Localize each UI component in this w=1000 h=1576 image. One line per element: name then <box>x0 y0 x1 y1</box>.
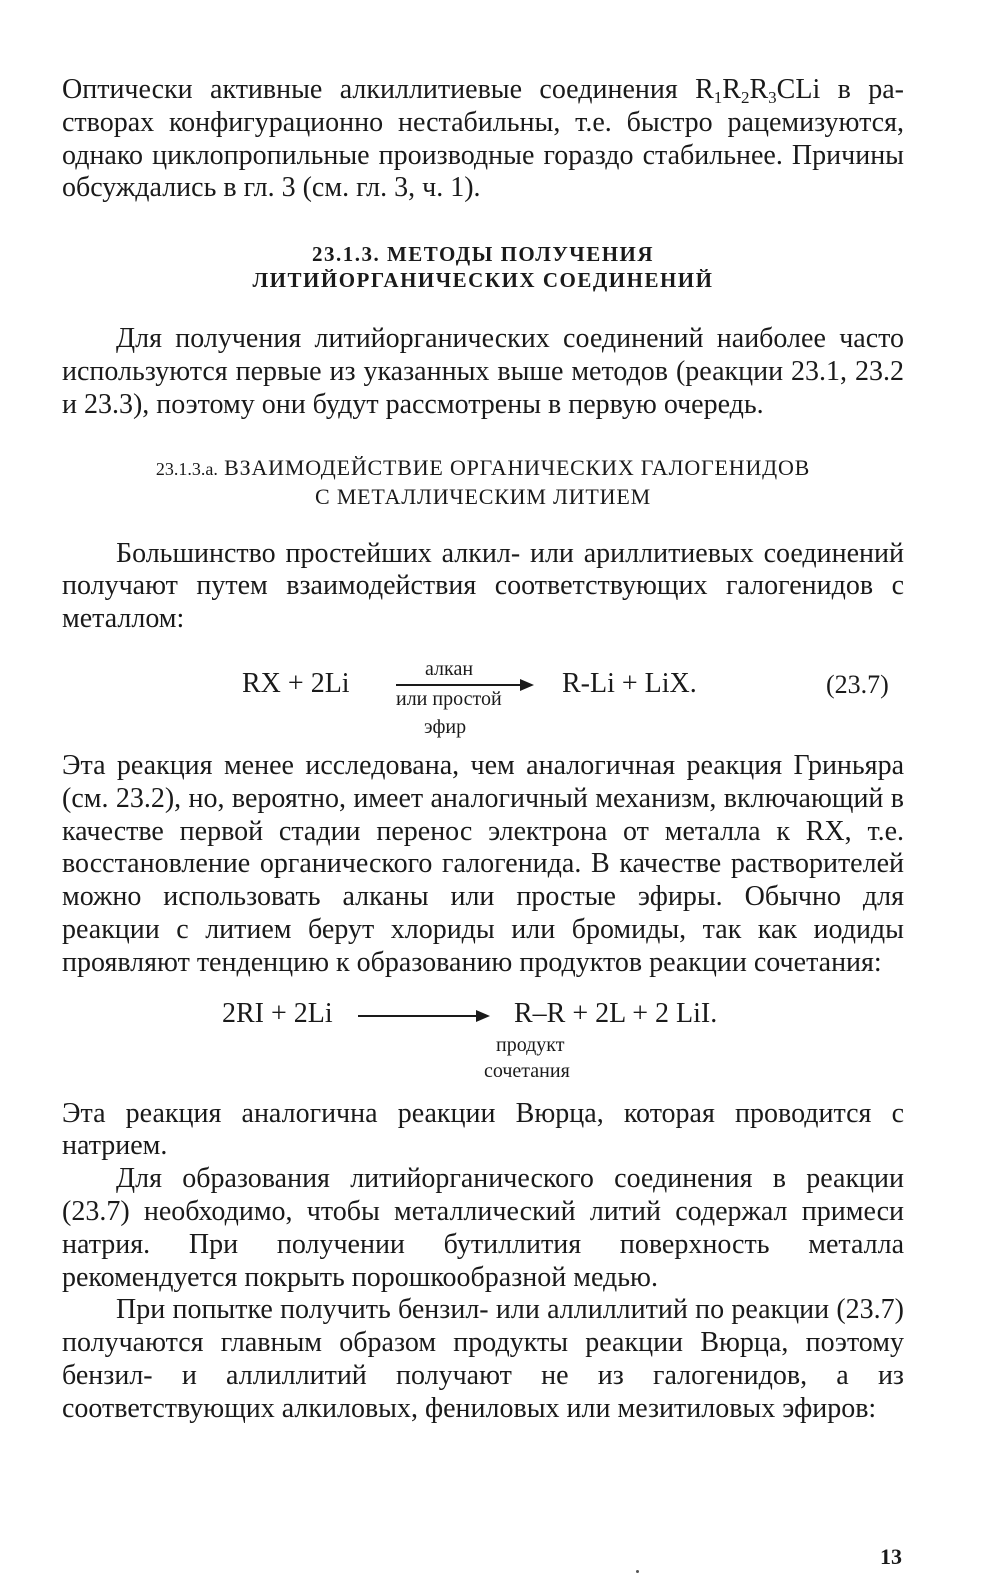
eq2-note-1: продукт <box>496 1033 565 1056</box>
paragraph-3: Большинство простейших алкил- или ариллитиевых соединений получают путем взаимодействия соответствующих галогенидов с металлом: <box>62 537 904 635</box>
eq1-reactants: RX + 2Li <box>242 667 350 699</box>
subsection-heading-line-1: 23.1.3.а. ВЗАИМОДЕЙСТВИЕ ОРГАНИЧЕСКИХ ГАЛОГЕНИДОВ <box>155 454 811 480</box>
eq1-arrow-icon <box>396 684 530 686</box>
paragraph-4: Эта реакция менее исследована, чем аналогичная реакция Гриньяра (см. 23.2), но, вероятно, имеет аналогичный механизм, включающий в качестве первой стадии перенос электрона от металла к RX, т.е. восстановление органического галогенида. В качестве растворителей можно использовать алканы или простые эфиры. Обычно для реакции с литием берут хлориды или бромиды, так как иодиды проявляют тенденцию к образованию продуктов реакции сочетания: <box>62 749 904 978</box>
subsection-heading <box>62 454 904 510</box>
section-heading <box>62 241 904 293</box>
eq2-note-2: сочетания <box>484 1059 570 1082</box>
eq1-products: R-Li + LiX. <box>562 667 697 699</box>
eq2-products: R–R + 2L + 2 LiI. <box>514 997 718 1029</box>
paragraph-2: Для получения литийорганических соединений наиболее часто используются первые из указанных выше методов (реакции 23.1, 23.2 и 23.3), поэтому они будут рассмотрены в первую очередь. <box>62 323 904 420</box>
equation-23-7 <box>62 657 904 750</box>
page-body <box>62 74 904 1426</box>
section-heading-line-2: ЛИТИЙОРГАНИЧЕСКИХ СОЕДИНЕНИЙ <box>252 268 714 293</box>
eq1-below-arrow-2: эфир <box>424 715 467 738</box>
page-number: 13 <box>880 1544 902 1569</box>
paragraph-1: Оптически активные алкиллитиевые соединения $R_1R_2R_3CLi$ в растворах конфигурационно нестабильны, т.е. быстро рацемизуются, однако циклопропильные производные гораздо стабильнее. Причины обсуждались в гл. 3 (см. гл. 3, ч. 1). <box>62 74 904 204</box>
paragraph-6: Для образования литийорганического соединения в реакции (23.7) необходимо, чтобы металлический литий содержал примеси натрия. При получении бутиллития поверхность металла рекомендуется покрыть порошкообразной медью. <box>62 1163 904 1293</box>
page-speck <box>636 1570 639 1573</box>
equation-coupling <box>62 998 904 1090</box>
eq1-below-arrow-1: или простой <box>396 687 502 710</box>
section-heading-line-1: 23.1.3. МЕТОДЫ ПОЛУЧЕНИЯ <box>311 242 655 267</box>
eq1-label: (23.7) <box>826 669 889 699</box>
subsection-number: 23.1.3.а. <box>155 458 218 479</box>
eq1-above-arrow: алкан <box>425 657 474 680</box>
eq2-arrow-icon <box>358 1015 486 1017</box>
paragraph-7: При попытке получить бензил- или аллиллитий по реакции (23.7) получаются главным образом продукты реакции Вюрца, поэтому бензил- и аллиллитий получают не из галогенидов, а из соответствующих алкиловых, фениловых или мезитиловых эфиров: <box>62 1294 904 1424</box>
paragraph-5: Эта реакция аналогична реакции Вюрца, которая проводится с натрием. <box>62 1097 904 1162</box>
eq2-reactants: 2RI + 2Li <box>222 997 333 1029</box>
subsection-heading-line-2: С МЕТАЛЛИЧЕСКИМ ЛИТИЕМ <box>315 483 651 509</box>
